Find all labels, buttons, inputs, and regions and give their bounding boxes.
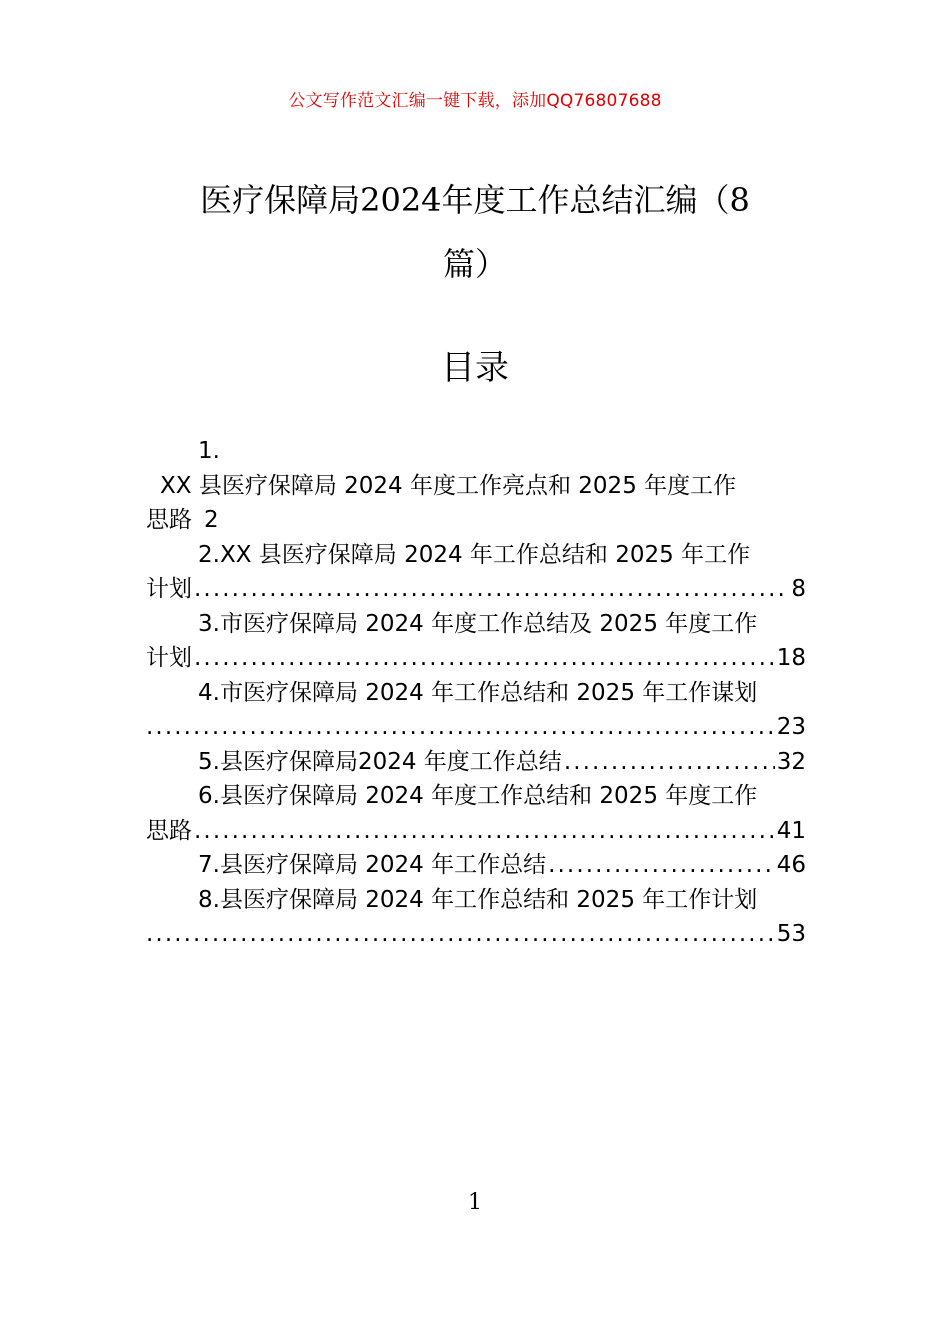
toc-leader-dots bbox=[146, 710, 775, 745]
toc-item-number: 1. bbox=[198, 438, 220, 464]
toc-item[interactable] bbox=[146, 676, 806, 745]
toc-item-page: 23 bbox=[776, 714, 806, 740]
toc-item-title-cont: 计划 bbox=[146, 645, 192, 671]
toc-item[interactable] bbox=[146, 779, 806, 848]
title-year: 2024 bbox=[360, 181, 442, 219]
toc-item-page: 53 bbox=[776, 921, 806, 947]
toc-heading: 目录 bbox=[441, 348, 509, 388]
title-line-1 bbox=[0, 168, 950, 232]
toc-leader-dots bbox=[564, 745, 775, 780]
toc-item[interactable] bbox=[146, 883, 806, 952]
toc-item-title: XX 县医疗保障局 2024 年工作总结和 2025 年工作 bbox=[219, 541, 751, 568]
title-count: 8 bbox=[729, 181, 750, 219]
promo-header: 公文写作范文汇编一键下载，添加QQ76807688 bbox=[288, 91, 662, 111]
toc-item[interactable] bbox=[146, 538, 806, 607]
toc-leader-dots bbox=[548, 848, 775, 883]
document-title bbox=[0, 168, 950, 296]
title-line-2: 篇） bbox=[442, 245, 507, 283]
toc-item-page: 41 bbox=[776, 817, 806, 844]
toc-item-title-cont: 思路 bbox=[146, 507, 192, 533]
toc-item-title: XX 县医疗保障局 2024 年度工作亮点和 2025 年度工作 bbox=[160, 472, 737, 499]
toc-item-title: 县医疗保障局 2024 年工作总结 bbox=[219, 852, 547, 878]
table-of-contents bbox=[146, 434, 806, 952]
toc-item-page: 46 bbox=[776, 852, 806, 878]
toc-item-number: 7. bbox=[198, 852, 220, 878]
toc-item-number: 6. bbox=[198, 783, 220, 809]
toc-item-number: 4. bbox=[198, 679, 220, 706]
title-part1: 医疗保障局 bbox=[200, 181, 361, 219]
toc-item-title-cont: 思路 bbox=[146, 817, 192, 844]
toc-item[interactable] bbox=[146, 848, 806, 883]
toc-item-number: 2. bbox=[198, 541, 220, 568]
toc-item[interactable] bbox=[146, 434, 806, 538]
toc-item[interactable] bbox=[146, 607, 806, 676]
toc-item-title: 县医疗保障局 2024 年度工作总结和 2025 年度工作 bbox=[219, 783, 758, 809]
toc-leader-dots bbox=[146, 917, 775, 952]
title-part2: 年度工作总结汇编（ bbox=[441, 181, 730, 219]
toc-item-title: 县医疗保障局 2024 年工作总结和 2025 年工作计划 bbox=[219, 886, 758, 913]
toc-leader-dots bbox=[194, 641, 775, 676]
toc-item-page: 18 bbox=[776, 645, 806, 671]
toc-item-number: 3. bbox=[198, 610, 220, 637]
page-number: 1 bbox=[468, 1190, 482, 1215]
toc-item-page: 32 bbox=[776, 748, 806, 775]
toc-item-number: 8. bbox=[198, 886, 220, 913]
toc-item-page: 2 bbox=[204, 507, 219, 533]
toc-item-title: 市医疗保障局 2024 年工作总结和 2025 年工作谋划 bbox=[219, 679, 758, 706]
toc-item-page: 8 bbox=[791, 576, 806, 602]
toc-item-number: 5. bbox=[198, 748, 220, 775]
toc-item-title: 县医疗保障局2024 年度工作总结 bbox=[219, 748, 562, 775]
toc-item-title: 市医疗保障局 2024 年度工作总结及 2025 年度工作 bbox=[219, 610, 758, 637]
toc-item-title-cont: 计划 bbox=[146, 576, 192, 602]
toc-leader-dots bbox=[194, 572, 789, 607]
toc-item[interactable] bbox=[146, 745, 806, 780]
toc-leader-dots bbox=[194, 814, 775, 849]
